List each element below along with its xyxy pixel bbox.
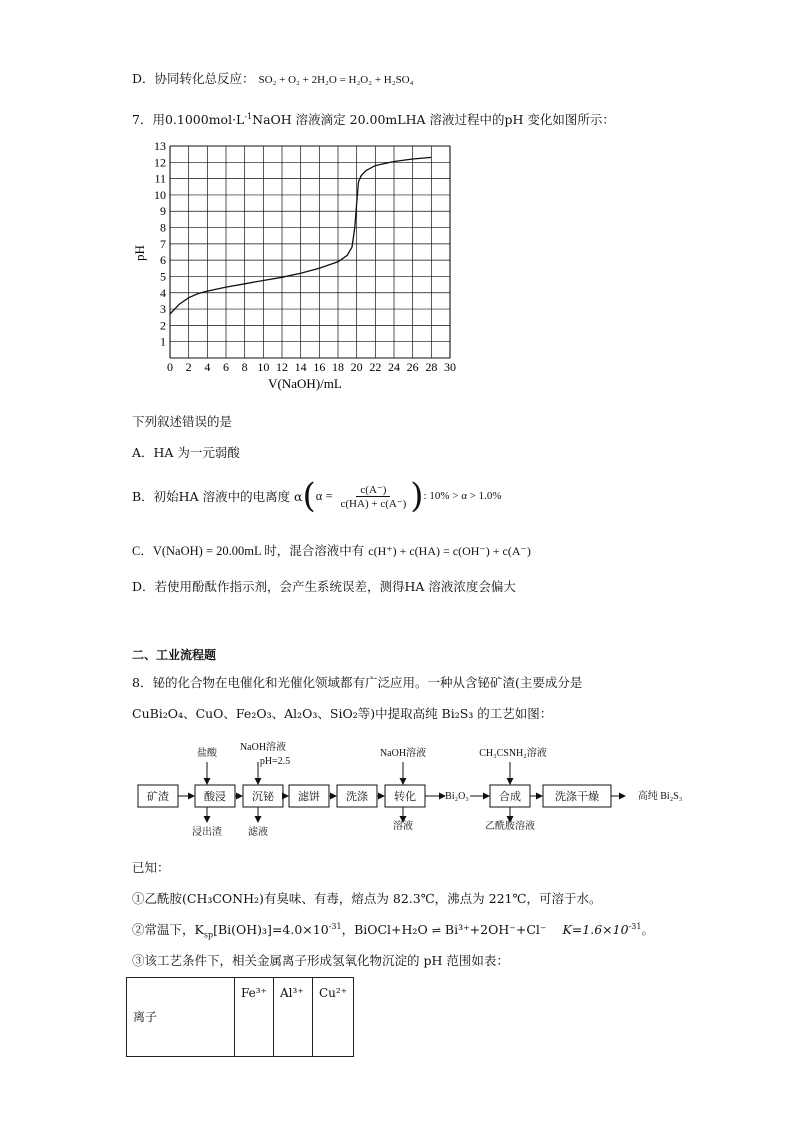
q7-option-c-pre: C．V(NaOH) = 20.00mL 时，混合溶液中有 — [132, 544, 365, 558]
chart-x-axis-label: V(NaOH)/mL — [268, 376, 342, 391]
x-tick-label: 12 — [276, 360, 288, 374]
table-cell-fe — [235, 978, 274, 1057]
k2-sub: sp — [203, 930, 214, 940]
y-tick-label: 3 — [160, 302, 166, 317]
right-paren: ) — [410, 476, 424, 516]
y-tick-label: 6 — [160, 253, 166, 268]
y-tick-label: 12 — [154, 155, 166, 170]
y-tick-label: 1 — [160, 334, 166, 349]
y-tick-label: 2 — [160, 318, 166, 333]
box-label-wash: 洗涤 — [346, 791, 368, 803]
k2-c: ，BiOCl+H₂O — [341, 922, 428, 937]
box-label-precipitate: 沉铋 — [252, 791, 274, 803]
x-tick-label: 24 — [388, 360, 400, 374]
ion-fe: Fe³⁺ — [241, 986, 267, 1000]
q8-known: 已知： — [132, 860, 170, 875]
y-tick-label: 13 — [154, 139, 166, 153]
q7-option-a: A．HA 为一元弱酸 — [132, 445, 240, 460]
table-cell-al — [274, 978, 313, 1057]
chart-grid — [170, 146, 450, 358]
alpha-fraction — [337, 483, 411, 510]
chart-y-axis-label: pH — [132, 245, 147, 261]
label-hcl: 盐酸 — [197, 748, 217, 759]
y-tick-label: 7 — [160, 236, 166, 251]
prev-option-d — [132, 69, 413, 87]
y-tick-label: 4 — [160, 285, 166, 300]
x-tick-label: 16 — [313, 360, 326, 374]
k2-a: ②常温下，K — [132, 922, 204, 937]
box-label-acid-leach: 酸浸 — [204, 791, 226, 803]
titration-chart — [130, 138, 460, 398]
left-paren: ( — [302, 476, 316, 516]
prev-option-d-equation: SO₂ + O₂ + 2H₂O = H₂O₂ + H₂SO₄ — [258, 74, 414, 86]
box-label-synthesis: 合成 — [499, 791, 521, 803]
x-tick-label: 26 — [406, 360, 419, 374]
label-ph: pH=2.5 — [259, 756, 291, 767]
equilibrium-arrow-icon: ⇌ — [431, 924, 441, 937]
table-row — [127, 978, 354, 1057]
table-header: 离子 — [133, 1010, 158, 1024]
alpha-eq: α = — [315, 488, 333, 503]
q8-line2: CuBi₂O₄、CuO、Fe₂O₃、Al₂O₃、SiO₂等)中提取高纯 Bi₂S₃ 的工艺如图： — [132, 706, 553, 721]
x-tick-label: 18 — [332, 360, 344, 374]
table-header-cell — [127, 978, 235, 1057]
x-tick-label: 30 — [444, 360, 456, 374]
x-tick-label: 6 — [223, 360, 229, 374]
q8-line1: 8．铋的化合物在电催化和光催化领域都有广泛应用。一种从含铋矿渣(主要成分是 — [132, 675, 583, 690]
q7-option-b-post: : 10% > α > 1.0% — [423, 490, 502, 502]
chart-ticks — [154, 139, 456, 374]
k2-d: Bi³⁺+2OH⁻+Cl⁻ — [440, 922, 547, 937]
x-tick-label: 14 — [294, 360, 307, 374]
label-bi2o3: Bi₂O₃ — [445, 791, 469, 802]
q7-question: 下列叙述错误的是 — [132, 414, 233, 429]
q7-option-b — [132, 476, 502, 516]
ion-cu: Cu²⁺ — [319, 986, 348, 1000]
x-tick-label: 22 — [369, 360, 382, 374]
label-ch3csnh2: CH₃CSNH₂溶液 — [479, 748, 547, 759]
ion-al: Al³⁺ — [280, 986, 304, 1000]
x-tick-label: 4 — [204, 360, 211, 374]
q8-known-3: ③该工艺条件下，相关金属离子形成氢氧化物沉淀的 pH 范围如表： — [132, 953, 509, 968]
label-residue: 浸出渣 — [192, 827, 222, 838]
label-naoh1: NaOH溶液 — [239, 742, 287, 753]
ion-table — [126, 977, 354, 1057]
y-tick-label: 11 — [154, 171, 166, 186]
process-flow-diagram — [135, 740, 715, 840]
table-cell-cu — [313, 978, 354, 1057]
fraction-numerator: c(A⁻) — [356, 483, 390, 497]
q7-stem — [132, 110, 615, 128]
x-tick-label: 28 — [425, 360, 438, 374]
x-tick-label: 10 — [257, 360, 270, 374]
k2-b: [Bi(OH)₃]=4.0×10 — [213, 922, 329, 937]
label-solution: 溶液 — [393, 821, 413, 832]
prev-option-d-label: D．协同转化总反应： — [132, 71, 255, 86]
label-product: 高纯 Bi₂S₃ — [637, 791, 683, 802]
q7-option-b-pre: B．初始HA 溶液中的电离度 α — [132, 489, 303, 504]
x-tick-label: 8 — [241, 360, 248, 374]
q8-known-2 — [132, 920, 654, 940]
label-acetamide: 乙酰胺溶液 — [485, 821, 535, 832]
q8-known-1: ①乙酰胺(CH₃CONH₂)有臭味、有毒，熔点为 82.3℃，沸点为 221℃，可溶于水。 — [132, 891, 602, 906]
q7-stem-sup: -1 — [244, 111, 253, 121]
k2-sup: -31 — [328, 921, 342, 931]
box-label-ore: 矿渣 — [147, 791, 169, 803]
label-naoh2: NaOH溶液 — [379, 748, 427, 759]
x-tick-label: 0 — [167, 360, 173, 374]
q7-stem-b: NaOH 溶液滴定 20.00mLHA 溶液过程中的pH 变化如图所示： — [252, 112, 615, 127]
y-tick-label: 10 — [154, 187, 166, 202]
q7-option-d: D．若使用酚酞作指示剂，会产生系统误差，测得HA 溶液浓度会偏大 — [132, 579, 516, 594]
section-title: 二、工业流程题 — [132, 648, 217, 662]
k2-sup2: -31 — [628, 921, 642, 931]
label-filtrate: 滤液 — [248, 827, 268, 838]
q7-option-c-eq: c(H⁺) + c(HA) = c(OH⁻) + c(A⁻) — [368, 544, 531, 558]
q7-stem-a: 7．用0.1000mol·L — [132, 112, 245, 127]
x-tick-label: 20 — [350, 360, 363, 374]
y-tick-label: 8 — [160, 220, 166, 235]
fraction-denominator: c(HA) + c(A⁻) — [340, 497, 407, 510]
k2-f: 。 — [641, 922, 654, 937]
box-label-convert: 转化 — [394, 791, 416, 803]
y-tick-label: 5 — [160, 269, 166, 284]
box-label-filter-cake: 滤饼 — [298, 791, 320, 803]
k2-e: K=1.6×10 — [562, 922, 629, 937]
y-tick-label: 9 — [160, 204, 166, 219]
box-label-wash-dry: 洗涤干燥 — [555, 791, 599, 803]
q7-option-c — [132, 541, 531, 559]
x-tick-label: 2 — [185, 360, 192, 374]
